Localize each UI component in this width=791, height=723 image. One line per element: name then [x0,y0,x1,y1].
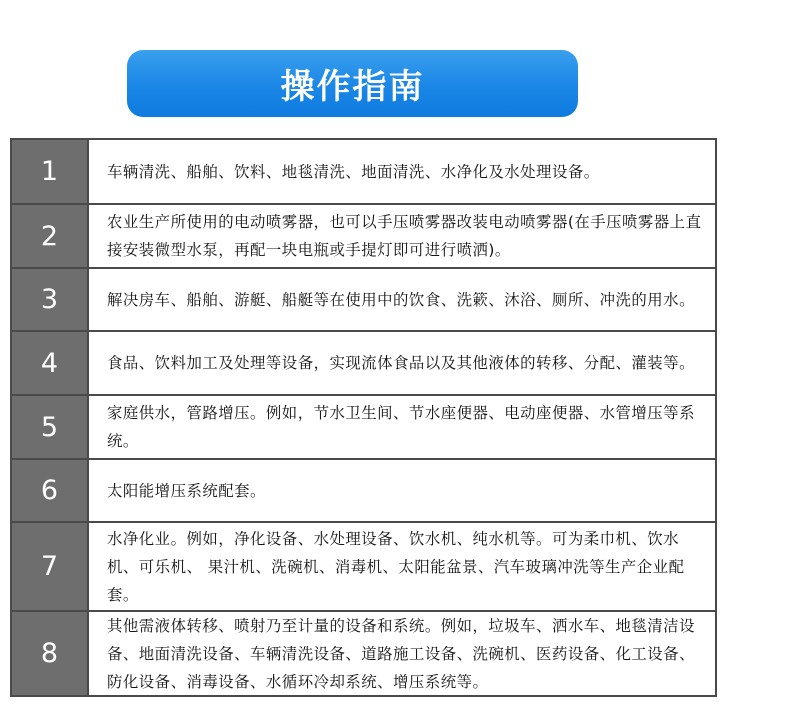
row-number: 6 [12,460,89,521]
row-number: 3 [12,269,89,330]
row-description: 解决房车、船舶、游艇、船艇等在使用中的饮食、洗簌、沐浴、厕所、冲洗的用水。 [107,290,695,309]
row-description: 农业生产所使用的电动喷雾器，也可以手压喷雾器改装电动喷雾器(在手压喷雾器上直接安装微型水泵，再配一块电瓶或手提灯即可进行喷洒)。 [107,213,702,259]
row-description: 太阳能增压系统配套。 [107,481,266,500]
table-row [12,460,715,523]
row-description: 水净化业。例如，净化设备、水处理设备、饮水机、纯水机等。可为柔巾机、饮水机、可乐机、 果汁机、洗碗机、消毒机、太阳能盆景、汽车玻璃冲洗等生产企业配套。 [107,529,685,604]
table-row [12,612,715,695]
row-description: 食品、饮料加工及处理等设备，实现流体食品以及其他液体的转移、分配、灌装等。 [107,354,695,372]
page-title: 操作指南 [280,67,425,107]
table-row [12,269,715,332]
table-row [12,332,715,396]
table-row [12,523,715,612]
table-row [12,205,715,269]
guide-table [10,138,717,697]
row-number: 5 [12,396,89,458]
row-number: 1 [12,140,89,203]
row-description: 其他需液体转移、喷射乃至计量的设备和系统。例如，垃圾车、洒水车、地毯清洁设备、地面清洗设备、车辆清洗设备、道路施工设备、洗碗机、医药设备、化工设备、防化设备、消毒设备、水循环冷却系统、增压系统等。 [107,616,695,691]
table-row [12,140,715,205]
title-banner [127,50,578,117]
row-number: 8 [12,612,89,695]
row-description: 车辆清洗、船舶、饮料、地毯清洗、地面清洗、水净化及水处理设备。 [107,162,600,181]
table-row [12,396,715,460]
row-number: 4 [12,332,89,394]
row-number: 7 [12,523,89,610]
row-number: 2 [12,205,89,267]
row-description: 家庭供水，管路增压。例如，节水卫生间、节水座便器、电动座便器、水管增压等系统。 [107,404,695,450]
